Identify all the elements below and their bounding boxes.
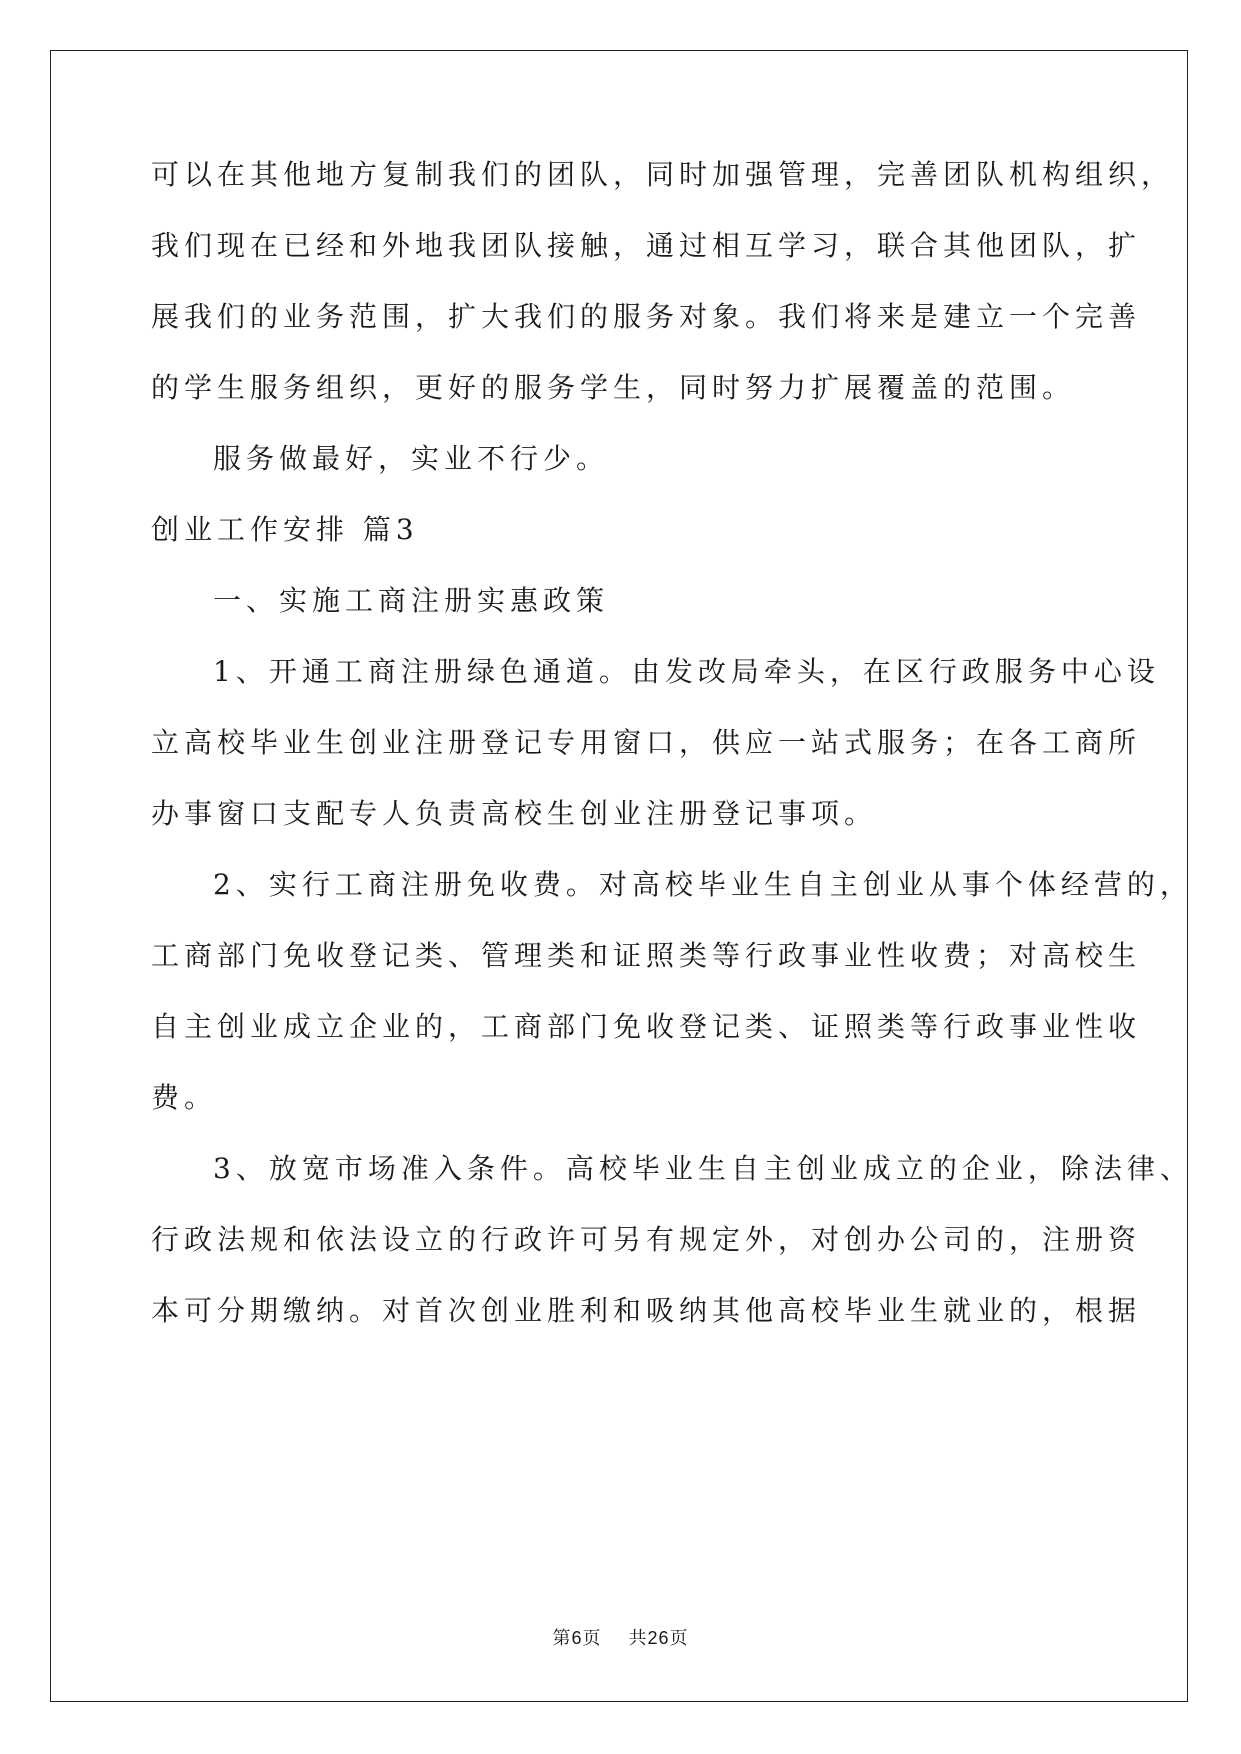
total-pages: 26 xyxy=(647,1628,670,1648)
paragraph-line: 办事窗口支配专人负责高校生创业注册登记事项。 xyxy=(151,797,878,830)
paragraph-line: 可以在其他地方复制我们的团队，同时加强管理，完善团队机构组织， xyxy=(151,158,1175,191)
section-heading: 创业工作安排 篇3 xyxy=(151,513,419,546)
footer-prefix: 第 xyxy=(552,1628,572,1649)
paragraph-line: 服务做最好，实业不行少。 xyxy=(213,442,610,475)
paragraph-line: 行政法规和依法设立的行政许可另有规定外，对创办公司的，注册资 xyxy=(151,1223,1142,1256)
paragraph-line: 立高校毕业生创业注册登记专用窗口，供应一站式服务；在各工商所 xyxy=(151,726,1142,759)
page-footer xyxy=(0,1626,1241,1651)
paragraph-line: 工商部门免收登记类、管理类和证照类等行政事业性收费；对高校生 xyxy=(151,939,1142,972)
paragraph-line: 2、实行工商注册免收费。对高校毕业生自主创业从事个体经营的， xyxy=(213,868,1193,901)
paragraph-line: 我们现在已经和外地我团队接触，通过相互学习，联合其他团队，扩 xyxy=(151,229,1142,262)
paragraph-line: 3、放宽市场准入条件。高校毕业生自主创业成立的企业，除法律、 xyxy=(213,1152,1193,1185)
paragraph-line: 自主创业成立企业的，工商部门免收登记类、证照类等行政事业性收 xyxy=(151,1010,1142,1043)
subsection-heading: 一、实施工商注册实惠政策 xyxy=(213,584,610,617)
footer-page-suffix: 页 xyxy=(582,1628,602,1649)
paragraph-line: 本可分期缴纳。对首次创业胜利和吸纳其他高校毕业生就业的，根据 xyxy=(151,1294,1142,1327)
footer-total-suffix: 页 xyxy=(669,1628,689,1649)
page-number: 6 xyxy=(571,1628,583,1648)
paragraph-line: 的学生服务组织，更好的服务学生，同时努力扩展覆盖的范围。 xyxy=(151,371,1076,404)
paragraph-line: 1、开通工商注册绿色通道。由发改局牵头，在区行政服务中心设 xyxy=(213,655,1160,688)
paragraph-line: 费。 xyxy=(151,1081,218,1114)
paragraph-line: 展我们的业务范围，扩大我们的服务对象。我们将来是建立一个完善 xyxy=(151,300,1142,333)
footer-total-prefix: 共 xyxy=(628,1628,648,1649)
